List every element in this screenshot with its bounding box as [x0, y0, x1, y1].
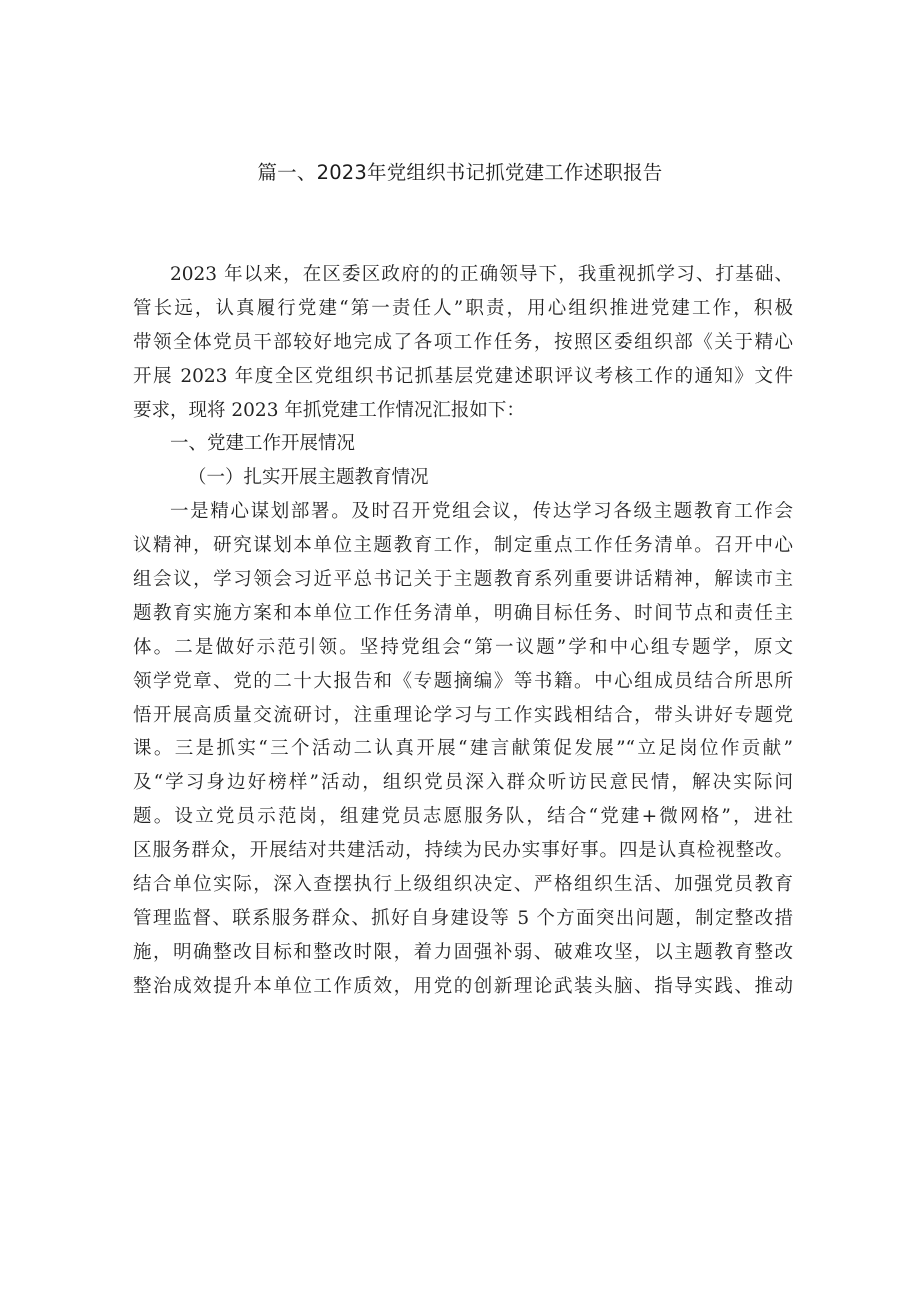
paragraph-line: 及“学习身边好榜样”活动，组织党员深入群众听访民意民情，解决实际问 — [133, 772, 793, 794]
paragraph-line: 开展 2023 年度全区党组织书记抓基层党建述职评议考核工作的通知》文件 — [133, 365, 793, 387]
paragraph-line: 组会议，学习领会习近平总书记关于主题教育系列重要讲话精神，解读市主 — [133, 569, 793, 591]
document-body — [133, 258, 793, 1004]
paragraph-line: 管理监督、联系服务群众、抓好自身建设等 5 个方面突出问题，制定整改措 — [133, 907, 793, 929]
subsection-heading: （一）扎实开展主题教育情况 — [188, 467, 429, 489]
paragraph-line: 结合单位实际，深入查摆执行上级组织决定、严格组织生活、加强党员教育 — [133, 874, 793, 896]
paragraph-line: 带领全体党员干部较好地完成了各项工作任务，按照区委组织部《关于精心 — [133, 331, 793, 353]
paragraph-line: 管长远，认真履行党建“第一责任人”职责，用心组织推进党建工作，积极 — [133, 297, 793, 319]
paragraph-line: 议精神，研究谋划本单位主题教育工作，制定重点工作任务清单。召开中心 — [133, 535, 793, 557]
paragraph-line: 课。三是抓实“三个活动二认真开展“建言献策促发展”“立足岗位作贡献” — [133, 738, 793, 760]
paragraph-line: 施，明确整改目标和整改时限，着力固强补弱、破难攻坚，以主题教育整改 — [133, 941, 793, 963]
paragraph-line: 体。二是做好示范引领。坚持党组会“第一议题”学和中心组专题学，原文 — [133, 636, 793, 658]
paragraph-line: 2023 年以来，在区委区政府的的正确领导下，我重视抓学习、打基础、 — [170, 264, 793, 285]
section-heading: 一、党建工作开展情况 — [170, 433, 356, 455]
paragraph-line: 一是精心谋划部署。及时召开党组会议，传达学习各级主题教育工作会 — [170, 501, 793, 523]
paragraph-line: 整治成效提升本单位工作质效，用党的创新理论武装头脑、指导实践、推动 — [133, 975, 793, 997]
document-title: 篇一、2023年党组织书记抓党建工作述职报告 — [257, 161, 663, 184]
paragraph-line: 区服务群众，开展结对共建活动，持续为民办实事好事。四是认真检视整改。 — [133, 840, 793, 862]
paragraph-line: 悟开展高质量交流研讨，注重理论学习与工作实践相结合，带头讲好专题党 — [133, 704, 793, 726]
paragraph-line: 题教育实施方案和本单位工作任务清单，明确目标任务、时间节点和责任主 — [133, 602, 793, 624]
paragraph-line: 要求，现将 2023 年抓党建工作情况汇报如下： — [133, 399, 525, 421]
paragraph-line: 领学党章、党的二十大报告和《专题摘编》等书籍。中心组成员结合所思所 — [133, 670, 793, 692]
paragraph-line: 题。设立党员示范岗，组建党员志愿服务队，结合“党建+微网格”，进社 — [133, 806, 793, 828]
